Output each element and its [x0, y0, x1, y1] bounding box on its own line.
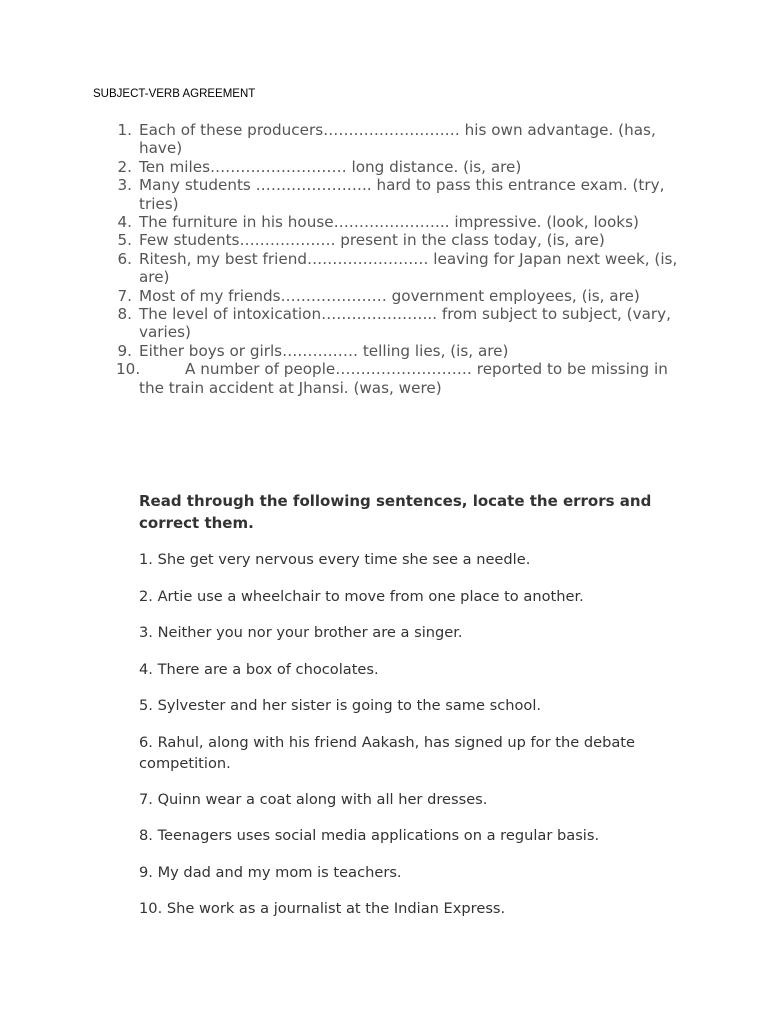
- list-item-text: The level of intoxication………………….. from subject to subject, (vary, varies): [139, 305, 671, 342]
- sentence-item: 8. Teenagers uses social media applications on a regular basis.: [139, 827, 600, 844]
- list-item-text: Ritesh, my best friend…………………… leaving for Japan next week, (is, are): [139, 249, 678, 287]
- list-item-number: 1.: [117, 121, 132, 139]
- list-item: [0, 213, 690, 231]
- sentence-item: 1. She get very nervous every time she see a needle.: [139, 551, 531, 568]
- list-item: [0, 360, 690, 397]
- sentence-item: 2. Artie use a wheelchair to move from one place to another.: [139, 587, 584, 605]
- list-item-text: Ten miles……………………… long distance. (is, are): [139, 157, 522, 176]
- list-item-text: The furniture in his house………………….. impressive. (look, looks): [139, 213, 639, 232]
- list-item: [0, 231, 690, 249]
- list-item-number: 3.: [117, 176, 132, 195]
- sentence-item: 7. Quinn wear a coat along with all her dresses.: [139, 790, 488, 808]
- list-item: [0, 287, 690, 305]
- sentence-item: 4. There are a box of chocolates.: [139, 660, 379, 678]
- list-item: [0, 250, 690, 287]
- sentence-item: 10. She work as a journalist at the Indian Express.: [139, 900, 506, 917]
- list-item: [0, 176, 690, 213]
- list-item: [0, 158, 690, 176]
- list-item-number: 4.: [117, 213, 132, 232]
- list-item-number: 10.: [116, 360, 141, 379]
- sentence-item: 9. My dad and my mom is teachers.: [139, 863, 402, 881]
- list-item-number: 6.: [117, 249, 132, 268]
- sentence-item: 6. Rahul, along with his friend Aakash, has signed up for the debate competition.: [139, 733, 635, 772]
- list-item: [0, 342, 690, 360]
- list-item-number: 8.: [117, 305, 132, 324]
- list-item-number: 5.: [117, 231, 132, 250]
- sentence-item: 5. Sylvester and her sister is going to the same school.: [139, 697, 542, 714]
- error-correction-list: [139, 549, 699, 935]
- error-correction-instruction: Read through the following sentences, locate the errors and correct them.: [139, 492, 652, 532]
- list-item-text: Few students………………. present in the class today, (is, are): [139, 231, 605, 250]
- list-item-text: Many students ………………….. hard to pass this entrance exam. (try, tries): [139, 176, 665, 213]
- list-item-text: A number of people……………………… reported to be missing in the train accident at Jhansi. (was, were): [139, 360, 668, 397]
- list-item-number: 7.: [117, 286, 132, 305]
- list-item-number: 2.: [117, 157, 132, 176]
- fill-in-blank-list: [0, 121, 690, 397]
- list-item-text: Each of these producers……………………… his own advantage. (has, have): [139, 121, 656, 158]
- sentence-item: 3. Neither you nor your brother are a singer.: [139, 624, 463, 641]
- list-item-text: Most of my friends………………… government employees, (is, are): [139, 286, 640, 305]
- list-item-text: Either boys or girls…………… telling lies, (is, are): [139, 341, 509, 360]
- list-item: [0, 121, 690, 158]
- document-title: SUBJECT-VERB AGREEMENT: [93, 88, 256, 100]
- list-item-number: 9.: [117, 341, 132, 360]
- list-item: [0, 305, 690, 342]
